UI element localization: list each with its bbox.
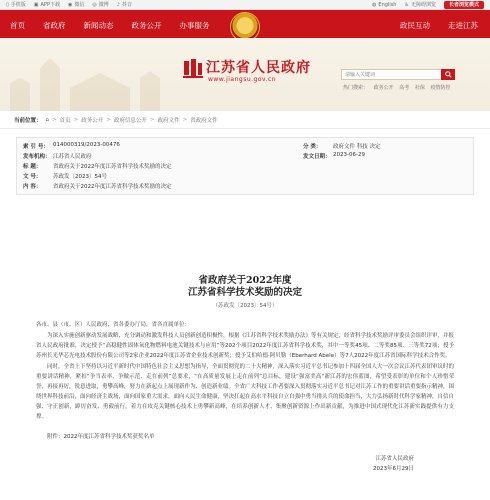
meta-cell-content <box>23 182 172 190</box>
hot-search-term[interactable]: 政务公开 <box>373 85 394 91</box>
wechat-label: 微信 <box>74 2 85 8</box>
hot-search-term[interactable]: 疫情防控 <box>430 85 451 91</box>
meta-docno-label: 文 号： <box>23 174 42 180</box>
nav-interaction[interactable]: 政民互动 <box>400 21 430 30</box>
document-title-line1: 省政府关于2022年度 <box>198 275 292 286</box>
meta-index-label: 索 引 号： <box>23 144 49 150</box>
breadcrumb-separator: > <box>106 116 111 123</box>
top-utility-bar <box>0 0 490 10</box>
meta-content-label: 内 容： <box>23 184 42 190</box>
nav-provincial-government[interactable]: 省政府 <box>43 21 66 30</box>
meta-docno-value: 苏政发〔2023〕54号 <box>53 174 107 180</box>
site-logo-icon <box>182 57 204 79</box>
meta-row <box>23 181 467 191</box>
nav-government-affairs[interactable]: 政务公开 <box>131 21 162 30</box>
globe-icon: ◍ <box>372 1 377 8</box>
nav-left-group <box>10 20 210 31</box>
mobile-version-label: 手机版 <box>10 2 26 8</box>
document-signer: 江苏省人民政府 <box>375 456 414 462</box>
breadcrumb-label: 当前位置： <box>14 117 42 124</box>
hot-search-term[interactable]: 社保 <box>414 85 425 91</box>
main-content <box>10 131 480 500</box>
wechat-link[interactable] <box>68 1 84 8</box>
site-title[interactable]: 江苏省人民政府 <box>206 60 311 76</box>
breadcrumb-item[interactable]: 首页 <box>59 117 71 124</box>
meta-org-value: 江苏省人民政府 <box>53 154 92 160</box>
breadcrumb-item[interactable]: 省政府文件 <box>190 117 218 124</box>
search-box <box>341 69 455 80</box>
search-input[interactable] <box>342 70 441 79</box>
meta-cell-date <box>303 152 365 160</box>
nav-news[interactable]: 新闻动态 <box>83 21 114 30</box>
document-body <box>10 275 480 474</box>
meta-org-label: 发布机构： <box>23 154 51 160</box>
mobile-icon: ▯ <box>6 1 9 8</box>
douyin-label: 抖音 <box>121 2 132 8</box>
meta-category-value: 政府文件 科技 决定 <box>333 144 381 150</box>
elder-mode-button[interactable]: 长者浏览模式 <box>444 1 484 9</box>
app-download-label: APP下载 <box>40 2 60 8</box>
meta-content-value: 省政府关于2022年度江苏省科学技术奖励的决定 <box>53 184 172 190</box>
meta-index-value: 014000319/2023-00476 <box>53 142 120 148</box>
meta-date-value: 2023-06-29 <box>333 152 365 158</box>
breadcrumb-item[interactable]: 政府文件 <box>157 117 180 124</box>
app-icon: ▣ <box>33 1 39 8</box>
meta-row <box>23 151 467 161</box>
breadcrumb-separator: > <box>73 116 79 123</box>
site-banner <box>0 38 490 111</box>
breadcrumb-separator: > <box>149 116 155 123</box>
breadcrumb-item[interactable]: 政府信息公开 <box>113 117 147 124</box>
document-addressee: 各市、县（市、区）人民政府，省各委办厅局，省各直属单位： <box>36 322 191 328</box>
breadcrumb-home-icon: ⌂ <box>45 116 50 123</box>
douyin-icon: ♪ <box>116 1 120 8</box>
main-nav <box>0 10 490 38</box>
breadcrumb-separator: > <box>52 116 57 123</box>
english-link[interactable] <box>372 2 396 8</box>
hot-search-term[interactable]: 高考 <box>399 85 410 91</box>
nav-home[interactable]: 首页 <box>10 21 25 30</box>
document-paragraph: 同时，全省上下坚持以习近平新时代中国特色社会主义思想为指导，全面贯彻党的二十大精神，深入落实习近平总书记参加十四届全国人大一次会议江苏代表团审议时的重要讲话精神，紧扣“争当表率、争做示范、走在前列”总要求，“在高质量发展上走在前列”总目标，建设“强富美高”新江苏的宏伟蓝图，希望受表彰的单位和个人珍惜荣誉，再接再厉，锐意进取，勇攀高峰，努力在新起点上展现新作为、创造新业绩。全省广大科技工作者要深入贯彻落实习近平总书记对江苏工作的重要讲话重要指示精神，围绕世界科技前沿，面向经济主战场，面向国家重大需求，面向人民生命健康，坚决扛起在高水平科技自立自强中勇当排头兵的使命担当，大力弘扬新时代科学家精神，自信自强、守正创新，踔厉奋发、勇毅前行，着力在攻克关键核心技术上勇攀新高峰，在培养创新人才、集聚创新资源上作出新贡献，为推进中国式现代化江苏新实践提供有力支撑。 <box>36 364 455 420</box>
search-button[interactable] <box>441 69 455 80</box>
meta-cell-docno <box>23 172 107 180</box>
document-paragraph: 为深入实施创新驱动发展战略，充分调动和激发科技人员创新创造积极性，根据《江苏省科学技术奖励办法》等有关规定，经省科学技术奖励评审委员会组织评审，并报省人民政府批准，决定授予“高稳健性固体氧化物燃料电池关键技术与应用”等202个项目2022年度江苏省科学技术奖，其中一等奖45项、二等奖85项、三等奖72项；授予苏州长光华芯光电技术股份有限公司等2家企业2022年度江苏省企业技术创新奖；授予艾伯哈德·阿贝勒（Eberhard Abele）等7人2022年度江苏省国际科学技术合作奖。 <box>36 333 455 359</box>
nav-services[interactable]: 办事服务 <box>179 21 210 30</box>
hot-search-label: 热门搜索： <box>343 85 369 91</box>
accessibility-link[interactable] <box>404 1 436 8</box>
meta-category-label: 分 类： <box>303 144 322 150</box>
weibo-link[interactable] <box>92 1 108 8</box>
app-download-link[interactable] <box>34 1 60 8</box>
document-sign-date: 2023年6月29日 <box>373 466 414 472</box>
meta-row <box>23 171 467 181</box>
nav-about-jiangsu[interactable]: 走进江苏 <box>448 21 478 30</box>
meta-cell-category <box>303 142 381 150</box>
accessibility-icon: ♿ <box>404 1 409 8</box>
document-number: （苏政发〔2023〕54号） <box>212 303 278 309</box>
meta-date-label: 发文日期： <box>303 154 331 160</box>
douyin-link[interactable] <box>117 1 132 8</box>
english-label: English <box>378 1 397 8</box>
weibo-label: 微博 <box>98 2 109 8</box>
document-title-line2: 江苏省科学技术奖励的决定 <box>187 287 302 298</box>
wechat-icon: ◉ <box>67 1 73 8</box>
mobile-version-link[interactable] <box>6 1 26 8</box>
top-left-links <box>6 1 132 8</box>
site-url: www.jiangsu.gov.cn <box>208 76 277 83</box>
search-icon <box>445 71 452 78</box>
meta-cell-title <box>23 162 172 170</box>
accessibility-label: 无障碍浏览 <box>410 2 436 8</box>
meta-title-label: 标 题： <box>23 164 42 170</box>
meta-row <box>23 161 467 171</box>
landmark-silhouette <box>0 38 175 111</box>
weibo-icon: ◎ <box>92 1 97 8</box>
meta-cell-org <box>23 152 303 160</box>
document-title <box>36 275 454 299</box>
document-signature <box>36 454 454 474</box>
breadcrumb-item[interactable]: 政务公开 <box>81 117 104 124</box>
breadcrumb-separator: > <box>182 116 188 123</box>
meta-cell-index <box>23 142 303 150</box>
top-right-links <box>372 1 484 9</box>
nav-right-group <box>400 20 478 31</box>
meta-row <box>23 141 467 151</box>
document-meta-table <box>16 137 474 195</box>
breadcrumb <box>0 111 490 129</box>
hot-search <box>343 84 454 91</box>
meta-title-value: 省政府关于2022年度江苏省科学技术奖励的决定 <box>53 164 172 170</box>
document-annex-link[interactable]: 附件：2022年度江苏省科学技术奖获奖名单 <box>47 434 155 440</box>
